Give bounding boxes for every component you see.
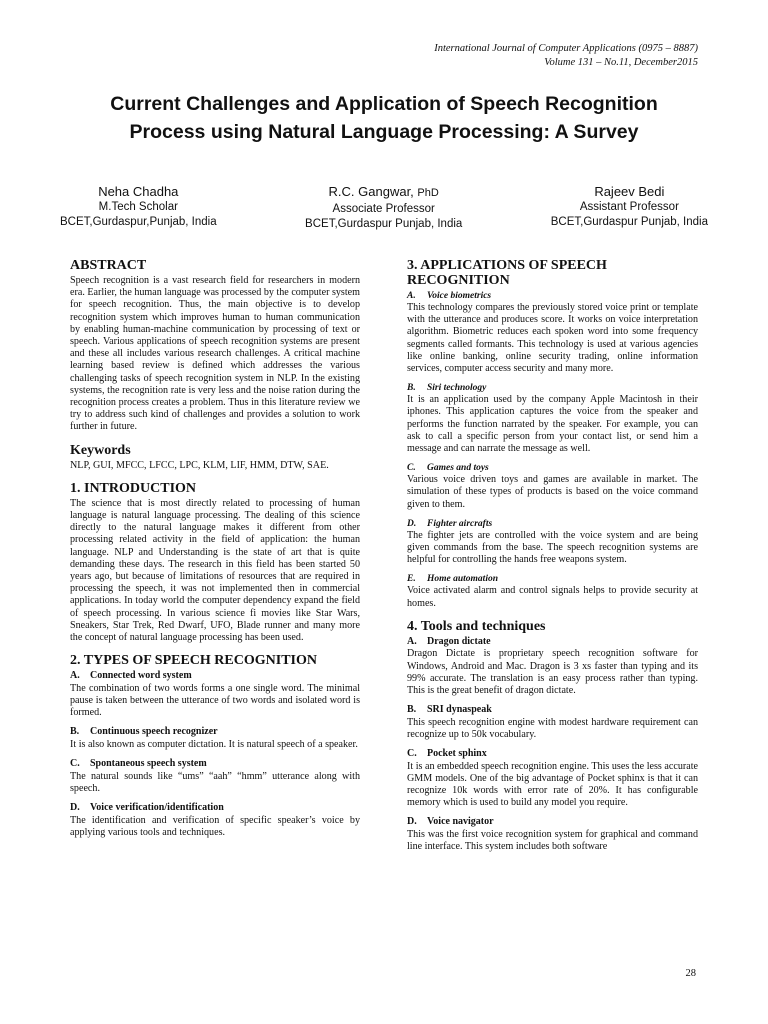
subsection-heading: D. Voice navigator [407, 816, 494, 828]
journal-header [434, 42, 698, 70]
abstract-heading: ABSTRACT [70, 258, 147, 273]
subsection-text: This technology compares the previously stored voice print or template with the utterance and produces score. It works on voice interpretation algorithm. Biometric reduces each spoken word into some frequency segments called formants. This technology is used at various agencies like online banking, online security trading, online information services, computer access security and many more. [407, 302, 698, 375]
abstract-text: Speech recognition is a vast research field for researchers in modern era. Earlier, the human language was processed by the computer system for speech recognition. Thus, the main objective is to develop recognition system which improves human to human communication by enabling human-machine communication by processing of text or speech. Various applications of speech recognition systems are present and these all includes various research challenges. A critical machine learning based review is defined which addresses the various challenging tasks of speech recognition system in NLP. In the existing systems, the recognition rate is very less and the noise ration during the recognition process creates a problem. Thus in this literature review we try to address such kind of challenges and provides a solution to work further in future. [70, 275, 360, 433]
subsection-text: The natural sounds like “ums” “aah” “hmm” utterance along with speech. [70, 770, 360, 794]
author-1 [60, 183, 217, 232]
subsection-heading: D. Voice verification/identification [70, 802, 224, 813]
author-block [60, 183, 708, 232]
subsection-text: This was the first voice recognition system for graphical and command line interface. This system includes both software [407, 828, 698, 853]
subsection-text: It is an embedded speech recognition engine. This uses the less accurate GMM models. One of the big advantage of Pocket sphinx is that it can recognize 10k words with error rate of 20%. It has configurable memory which is used to build any model you require. [407, 760, 698, 809]
introduction-text: The science that is most directly related to processing of human language is natural language processing. The dealing of this science directly to the natural language makes it different from other processing related activity in the field of application: the human language. NLP and Understanding is the state of art that is quite demanding these days. The research in this field has been started 50 years ago, but because of limitations of resources that are required in processing the speech, it was not implemented then in commercial applications. In today world the computer dependency expand the field of speech processing. In various science fi movies like Star Wars, Sneakers, Star Trek, Red Dwarf, UFO, Blade runner and many more the concept of natural language processing has been used. [70, 497, 360, 644]
journal-name: International Journal of Computer Applications (0975 – 8887) [434, 43, 698, 54]
subsection-text: Dragon Dictate is proprietary speech recognition software for Windows, Android and Mac. Dragon is 3 xs faster than typing and its 99% accurate. The translation is an easy process rather than typing. This is the great benefit of dragon dictate. [407, 648, 698, 696]
applications-heading: 3. APPLICATIONS OF SPEECH RECOGNITION [407, 258, 607, 288]
tools-heading: 4. Tools and techniques [407, 618, 546, 634]
subsection-text: The combination of two words forms a one single word. The minimal pause is taken between the utterance of two words and isolated word is formed. [70, 682, 360, 719]
subsection-heading: C. Pocket sphinx [407, 748, 487, 760]
subsection-heading: B. Siri technology [407, 383, 487, 394]
keywords-heading: Keywords [70, 442, 131, 458]
paper-title: Current Challenges and Application of Speech Recognition Process using Natural Language Processing: A Survey [110, 93, 658, 143]
subsection-heading: A. Dragon dictate [407, 635, 491, 647]
author-name: Rajeev Bedi [594, 184, 665, 199]
keywords-text: NLP, GUI, MFCC, LFCC, LPC, KLM, LIF, HMM, DTW, SAE. [70, 459, 329, 471]
author-degree: PhD [417, 187, 439, 199]
subsection-text: Voice activated alarm and control signals helps to provide security at homes. [407, 585, 698, 609]
introduction-heading: 1. INTRODUCTION [70, 480, 197, 496]
subsection-text: It is an application used by the company Apple Macintosh in their iphones. This application captures the voice from the speaker and performs the function narrated by the speaker. For example, you can ask to call a specific person from your contact list, or send him a message and can narrate the message as well. [407, 394, 698, 455]
subsection-heading: D. Fighter aircrafts [407, 518, 493, 529]
types-heading: 2. TYPES OF SPEECH RECOGNITION [70, 653, 317, 669]
subsection-text: Various voice driven toys and games are available in market. The simulation of these types of products is based on the voice command given to them. [407, 474, 698, 510]
author-role: Assistant Professor [579, 201, 679, 213]
page-number: 28 [685, 968, 696, 979]
subsection-text: It is also known as computer dictation. It is natural speech of a speaker. [70, 738, 358, 750]
author-affiliation: BCET,Gurdaspur,Punjab, India [60, 216, 217, 228]
subsection-heading: B. Continuous speech recognizer [70, 726, 218, 738]
journal-volume: Volume 131 – No.11, December2015 [544, 57, 698, 68]
left-column [70, 258, 360, 839]
author-affiliation: BCET,Gurdaspur Punjab, India [305, 218, 463, 230]
author-affiliation: BCET,Gurdaspur Punjab, India [550, 216, 708, 228]
subsection-heading: A. Connected word system [70, 670, 192, 682]
subsection-heading: C. Games and toys [407, 463, 489, 474]
subsection-heading: A. Voice biometrics [407, 291, 492, 301]
author-3 [551, 183, 708, 232]
subsection-text: The identification and verification of specific speaker’s voice by applying various tools and techniques. [70, 814, 360, 838]
subsection-text: This speech recognition engine with modest hardware requirement can recognize up to 50k vocabulary. [407, 716, 698, 740]
author-2 [305, 183, 462, 232]
author-name: R.C. Gangwar, [328, 184, 414, 199]
right-column [407, 258, 698, 853]
subsection-text: The fighter jets are controlled with the voice system and are being given commands from the base. The speech recognition systems are helpful for controlling the hands free weapons system. [407, 529, 698, 566]
author-name: Neha Chadha [98, 184, 179, 199]
author-role: Associate Professor [332, 203, 435, 215]
author-role: M.Tech Scholar [98, 201, 178, 213]
subsection-heading: C. Spontaneous speech system [70, 758, 207, 770]
subsection-heading: B. SRI dynaspeak [407, 704, 492, 716]
subsection-heading: E. Home automation [407, 574, 498, 585]
